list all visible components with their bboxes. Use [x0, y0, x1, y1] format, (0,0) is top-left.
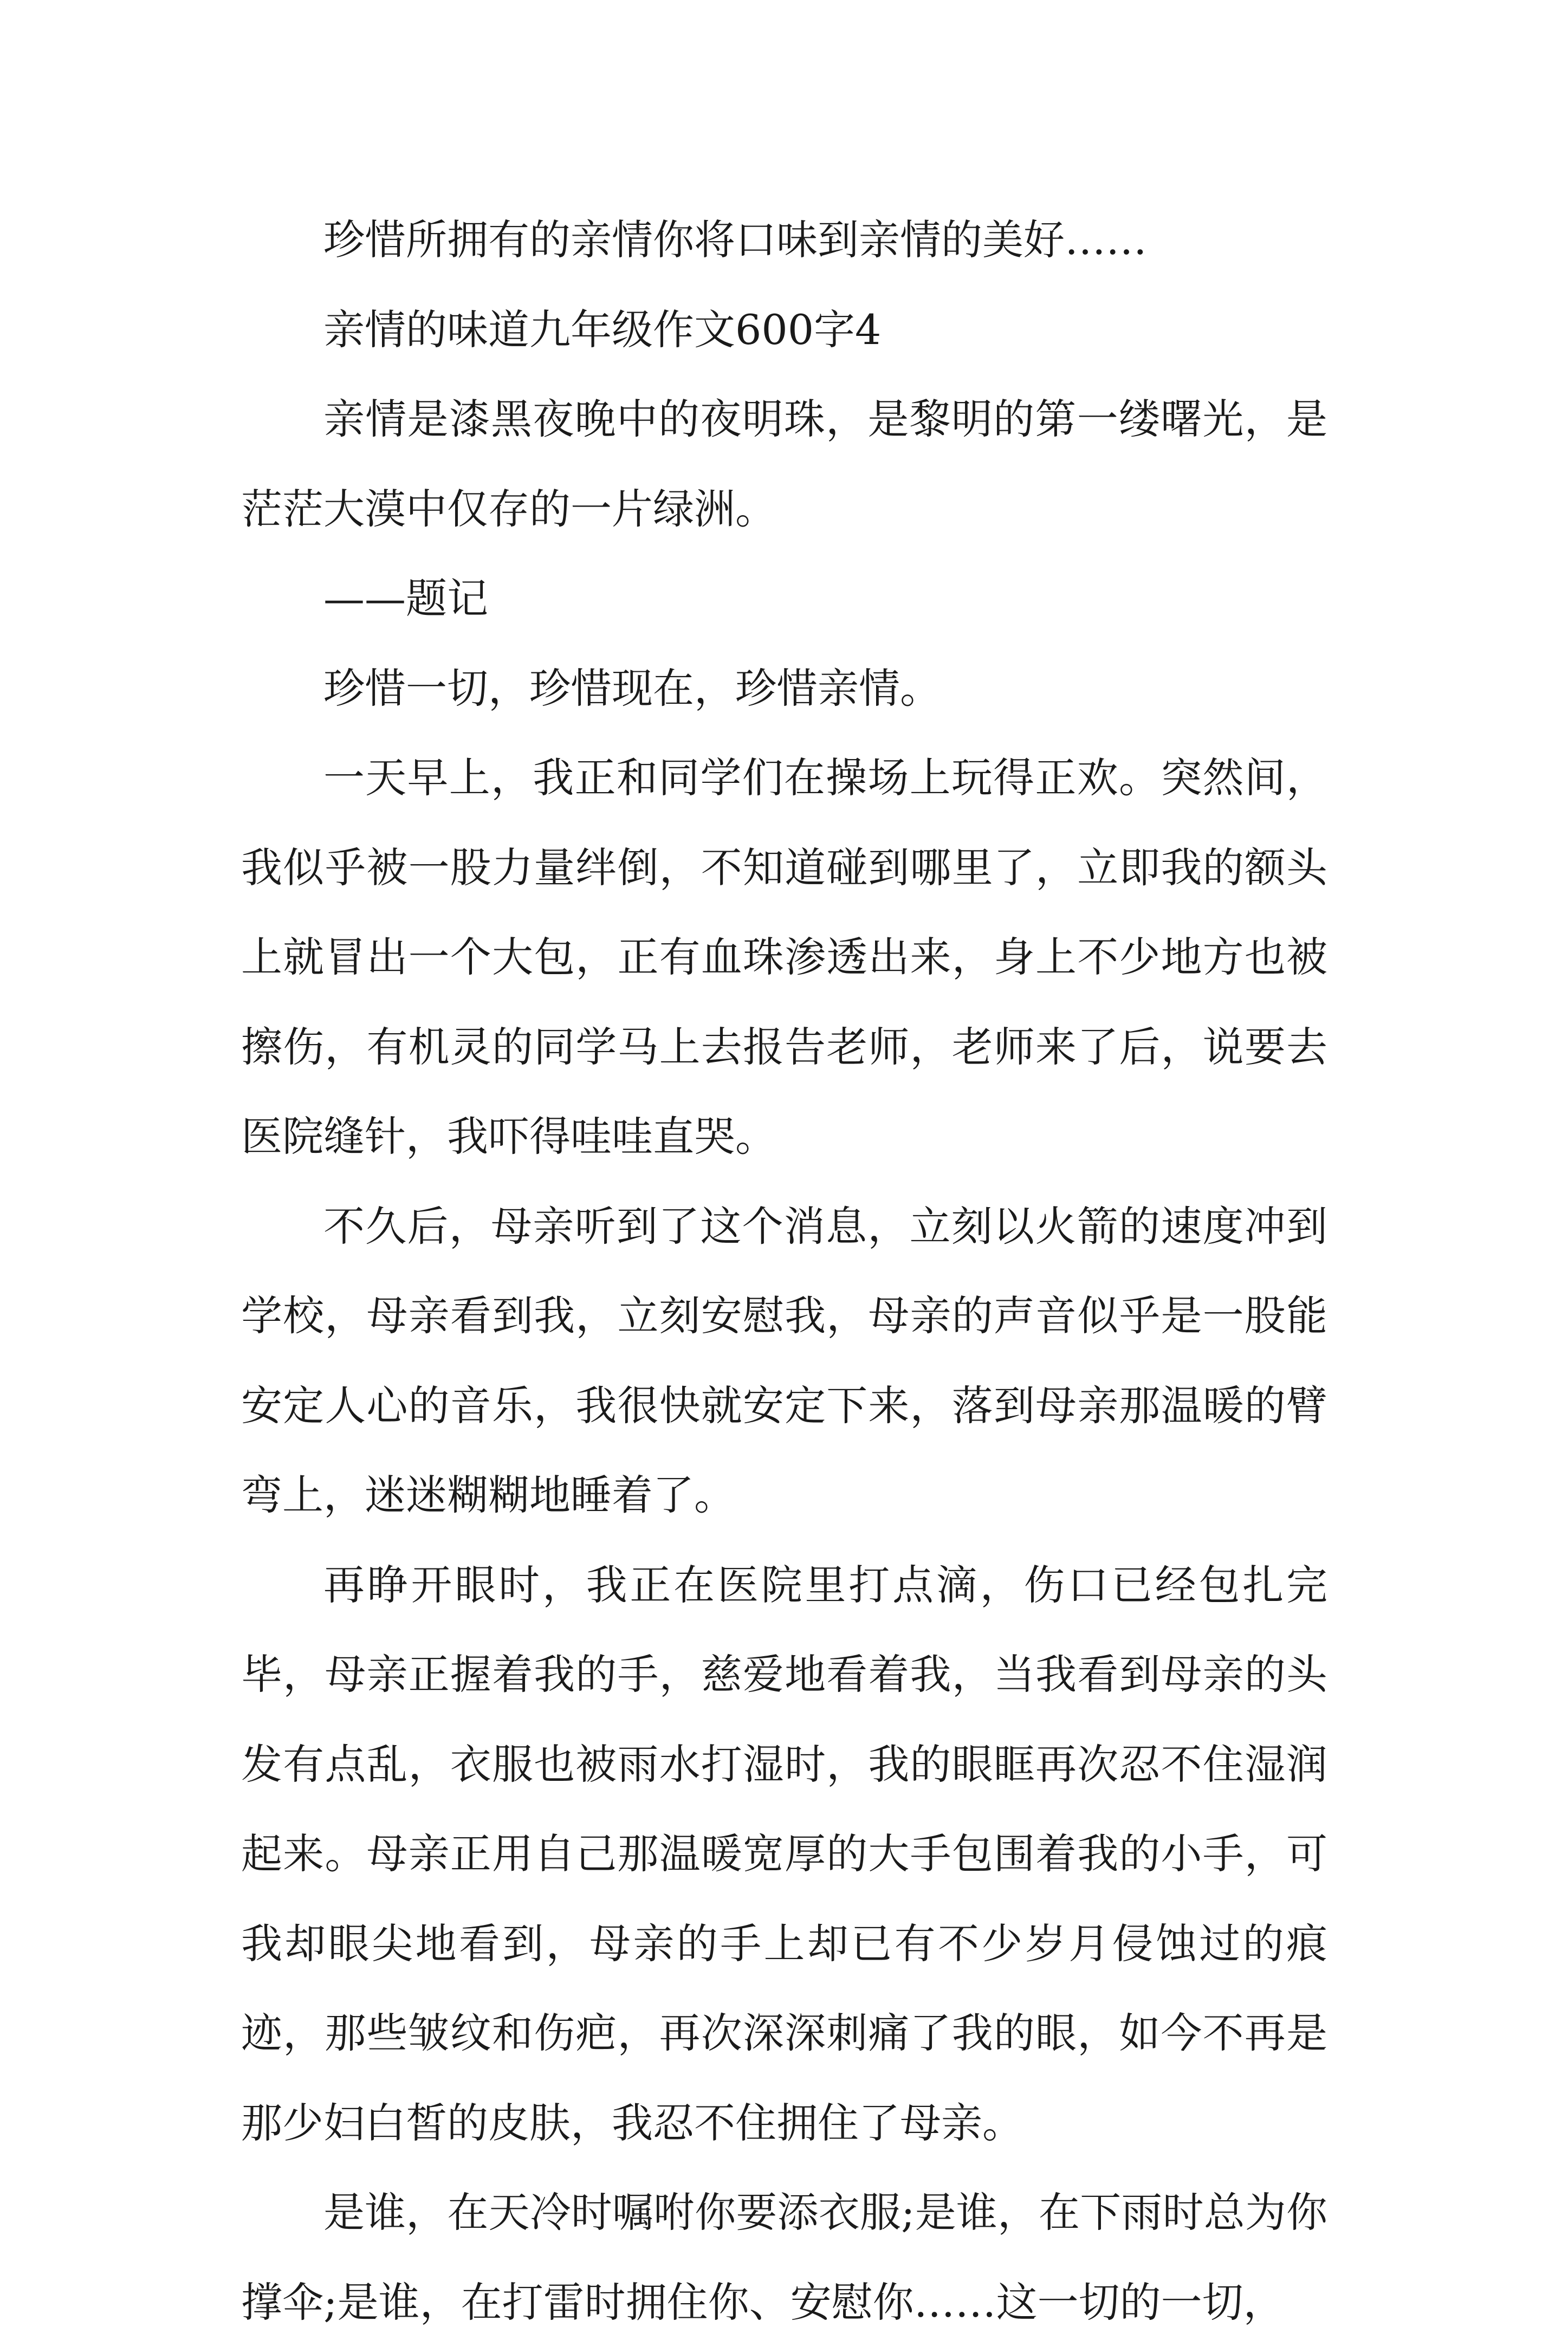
paragraph-hospital: 再睁开眼时，我正在医院里打点滴，伤口已经包扎完毕，母亲正握着我的手，慈爱地看着我，当我看到母亲的头发有点乱，衣服也被雨水打湿时，我的眼眶再次忍不住湿润起来。母亲正用自己那温暖宽厚的大手包围着我的小手，可我却眼尖地看到，母亲的手上却已有不少岁月侵蚀过的痕迹，那些皱纹和伤疤，再次深深刺痛了我的眼，如今不再是那少妇白皙的皮肤，我忍不住拥住了母亲。	[241, 1560, 1327, 2147]
epigraph-attribution: ——题记	[323, 574, 488, 623]
paragraph-mother-arrives: 不久后，母亲听到了这个消息，立刻以火箭的速度冲到学校，母亲看到我，立刻安慰我，母亲的声音似乎是一股能安定人心的音乐，我很快就安定下来，落到母亲那温暖的臂弯上，迷迷糊糊地睡着了。	[241, 1202, 1327, 1519]
paragraph-who-is-it: 是谁，在天冷时嘱咐你要添衣服;是谁，在下雨时总为你撑伞;是谁，在打雷时拥住你、安慰你……这一切的一切，	[241, 2188, 1327, 2326]
document-body	[241, 195, 1327, 2347]
essay-title: 亲情的味道九年级作文600字4	[323, 305, 882, 354]
paragraph-playground-injury: 一天早上，我正和同学们在操场上玩得正欢。突然间，我似乎被一股力量绊倒，不知道碰到哪里了，立即我的额头上就冒出一个大包，正有血珠渗透出来，身上不少地方也被擦伤，有机灵的同学马上去报告老师，老师来了后，说要去医院缝针，我吓得哇哇直哭。	[241, 754, 1327, 1160]
paragraph-epigraph: 亲情是漆黑夜晚中的夜明珠，是黎明的第一缕曙光，是茫茫大漠中仅存的一片绿洲。	[241, 395, 1327, 533]
paragraph-closing-line: 珍惜所拥有的亲情你将口味到亲情的美好……	[323, 216, 1147, 264]
paragraph-cherish: 珍惜一切，珍惜现在，珍惜亲情。	[323, 664, 941, 712]
